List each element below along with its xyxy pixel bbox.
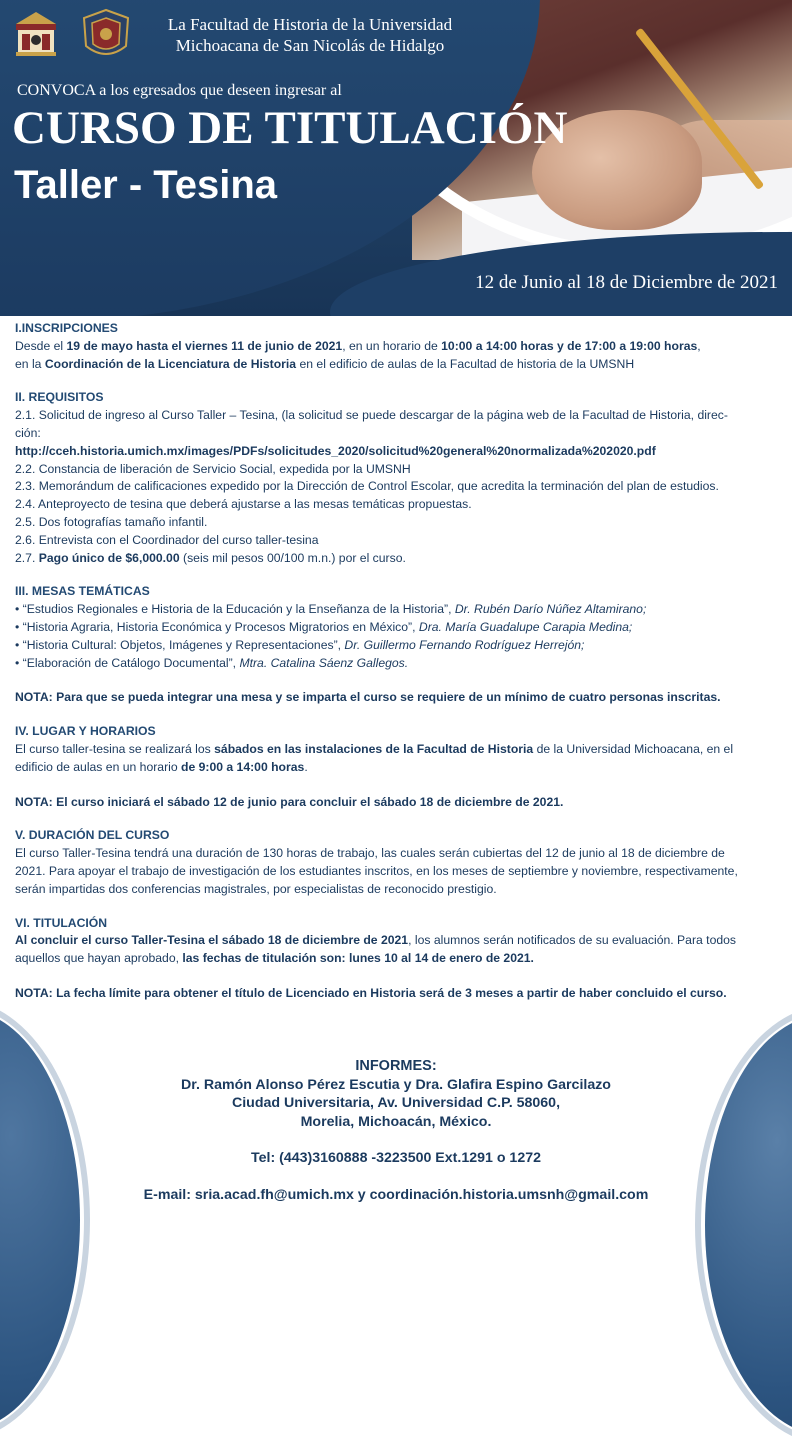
- decorative-shape-right: [705, 1015, 792, 1435]
- page-title: CURSO DE TITULACIÓN: [12, 102, 568, 154]
- requisito-item: 2.3. Memorándum de calificaciones expedido por la Dirección de Control Escolar, que acredita la terminación del plan de estudios.: [15, 479, 719, 494]
- institution-name: La Facultad de Historia de la Universidad Michoacana de San Nicolás de Hidalgo: [167, 15, 453, 55]
- header-banner: [0, 0, 792, 316]
- informes-address: Ciudad Universitaria, Av. Universidad C.P. 58060,: [231, 1095, 561, 1111]
- requisito-item: 2.2. Constancia de liberación de Servicio Social, expedida por la UMSNH: [15, 461, 411, 476]
- informes-block: [100, 1057, 692, 1204]
- titulacion-line: aquellos que hayan aprobado, las fechas de titulación son: lunes 10 al 14 de enero de 2021.: [15, 951, 534, 966]
- lugar-line: El curso taller-tesina se realizará los sábados en las instalaciones de la Facultad de Historia de la Universidad Michoacana, en el: [15, 741, 734, 756]
- informes-names: Dr. Ramón Alonso Pérez Escutia y Dra. Glafira Espino Garcilazo: [181, 1076, 611, 1093]
- mesa-item: • “Estudios Regionales e Historia de la Educación y la Enseñanza de la Historia”, Dr. Rubén Darío Núñez Altamirano;: [15, 602, 647, 617]
- page-subtitle: Taller - Tesina: [14, 163, 278, 207]
- mesa-item: • “Historia Cultural: Objetos, Imágenes y Representaciones”, Dr. Guillermo Fernando Rodríguez Herrejón;: [15, 637, 585, 652]
- decorative-shape-left: [0, 1010, 80, 1430]
- convoca-text: CONVOCA a los egresados que deseen ingresar al: [17, 82, 342, 99]
- informes-city: Morelia, Michoacán, México.: [300, 1113, 492, 1130]
- duracion-line: 2021. Para apoyar el trabajo de investigación de los estudiantes inscritos, en los meses de septiembre y noviembre, respectivamente,: [15, 863, 738, 878]
- main-content: [15, 320, 780, 1003]
- mesa-item: • “Elaboración de Catálogo Documental”, Mtra. Catalina Sáenz Gallegos.: [15, 655, 409, 670]
- inscripciones-line: en la Coordinación de la Licenciatura de Historia en el edificio de aulas de la Facultad de historia de la UMSNH: [15, 356, 635, 371]
- section-titulacion-title: VI. TITULACIÓN: [15, 915, 108, 930]
- requisito-item: 2.5. Dos fotografías tamaño infantil.: [15, 514, 208, 529]
- mesa-item: • “Historia Agraria, Historia Económica y Procesos Migratorios en México”, Dra. María Guadalupe Carapia Medina;: [15, 619, 633, 634]
- requisito-item: 2.4. Anteproyecto de tesina que deberá ajustarse a las mesas temáticas propuestas.: [15, 497, 472, 512]
- course-dates: 12 de Junio al 18 de Diciembre de 2021: [475, 272, 778, 293]
- faculty-logo: [12, 10, 60, 58]
- duracion-line: El curso Taller-Tesina tendrá una duración de 130 horas de trabajo, las cuales serán cubiertas del 12 de junio al 18 de diciembre de: [15, 846, 725, 861]
- nota-mesas: NOTA: Para que se pueda integrar una mesa y se imparta el curso se requiere de un mínimo de cuatro personas inscritas.: [15, 690, 721, 705]
- section-duracion-title: V. DURACIÓN DEL CURSO: [15, 828, 170, 843]
- requisito-item: 2.6. Entrevista con el Coordinador del curso taller-tesina: [15, 532, 319, 547]
- university-seal: [80, 8, 132, 64]
- requisito-item: ción:: [15, 425, 41, 440]
- titulacion-line: Al concluir el curso Taller-Tesina el sábado 18 de diciembre de 2021, los alumnos serán notificados de su evaluación. Para todos: [15, 933, 736, 948]
- informes-phone: Tel: (443)3160888 -3223500 Ext.1291 o 1272: [251, 1150, 541, 1166]
- informes-title: INFORMES:: [355, 1058, 437, 1074]
- section-lugar-title: IV. LUGAR Y HORARIOS: [15, 724, 156, 739]
- nota-lugar: NOTA: El curso iniciará el sábado 12 de junio para concluir el sábado 18 de diciembre de 2021.: [15, 794, 564, 809]
- requisito-item: 2.7. Pago único de $6,000.00 (seis mil pesos 00/100 m.n.) por el curso.: [15, 550, 406, 565]
- section-requisitos-title: II. REQUISITOS: [15, 390, 104, 405]
- section-mesas-title: III. MESAS TEMÁTICAS: [15, 584, 150, 599]
- nota-titulacion: NOTA: La fecha límite para obtener el título de Licenciado en Historia será de 3 meses a partir de haber concluido el curso.: [15, 985, 727, 1000]
- requisito-item: 2.1. Solicitud de ingreso al Curso Taller – Tesina, (la solicitud se puede descargar de la página web de la Facultad de Historia, direc-: [15, 408, 728, 423]
- lugar-line: edificio de aulas en un horario de 9:00 a 14:00 horas.: [15, 759, 308, 774]
- informes-email[interactable]: E-mail: sria.acad.fh@umich.mx y coordinación.historia.umsnh@gmail.com: [143, 1186, 649, 1203]
- solicitud-url-link[interactable]: http://cceh.historia.umich.mx/images/PDFs/solicitudes_2020/solicitud%20general%20normalizada%202020.pdf: [15, 443, 656, 458]
- duracion-line: serán impartidas dos conferencias magistrales, por especialistas de reconocido prestigio.: [15, 881, 497, 896]
- inscripciones-line: Desde el 19 de mayo hasta el viernes 11 de junio de 2021, en un horario de 10:00 a 14:00 horas y de 17:00 a 19:00 horas,: [15, 338, 701, 353]
- section-inscripciones-title: I.INSCRIPCIONES: [15, 321, 118, 335]
